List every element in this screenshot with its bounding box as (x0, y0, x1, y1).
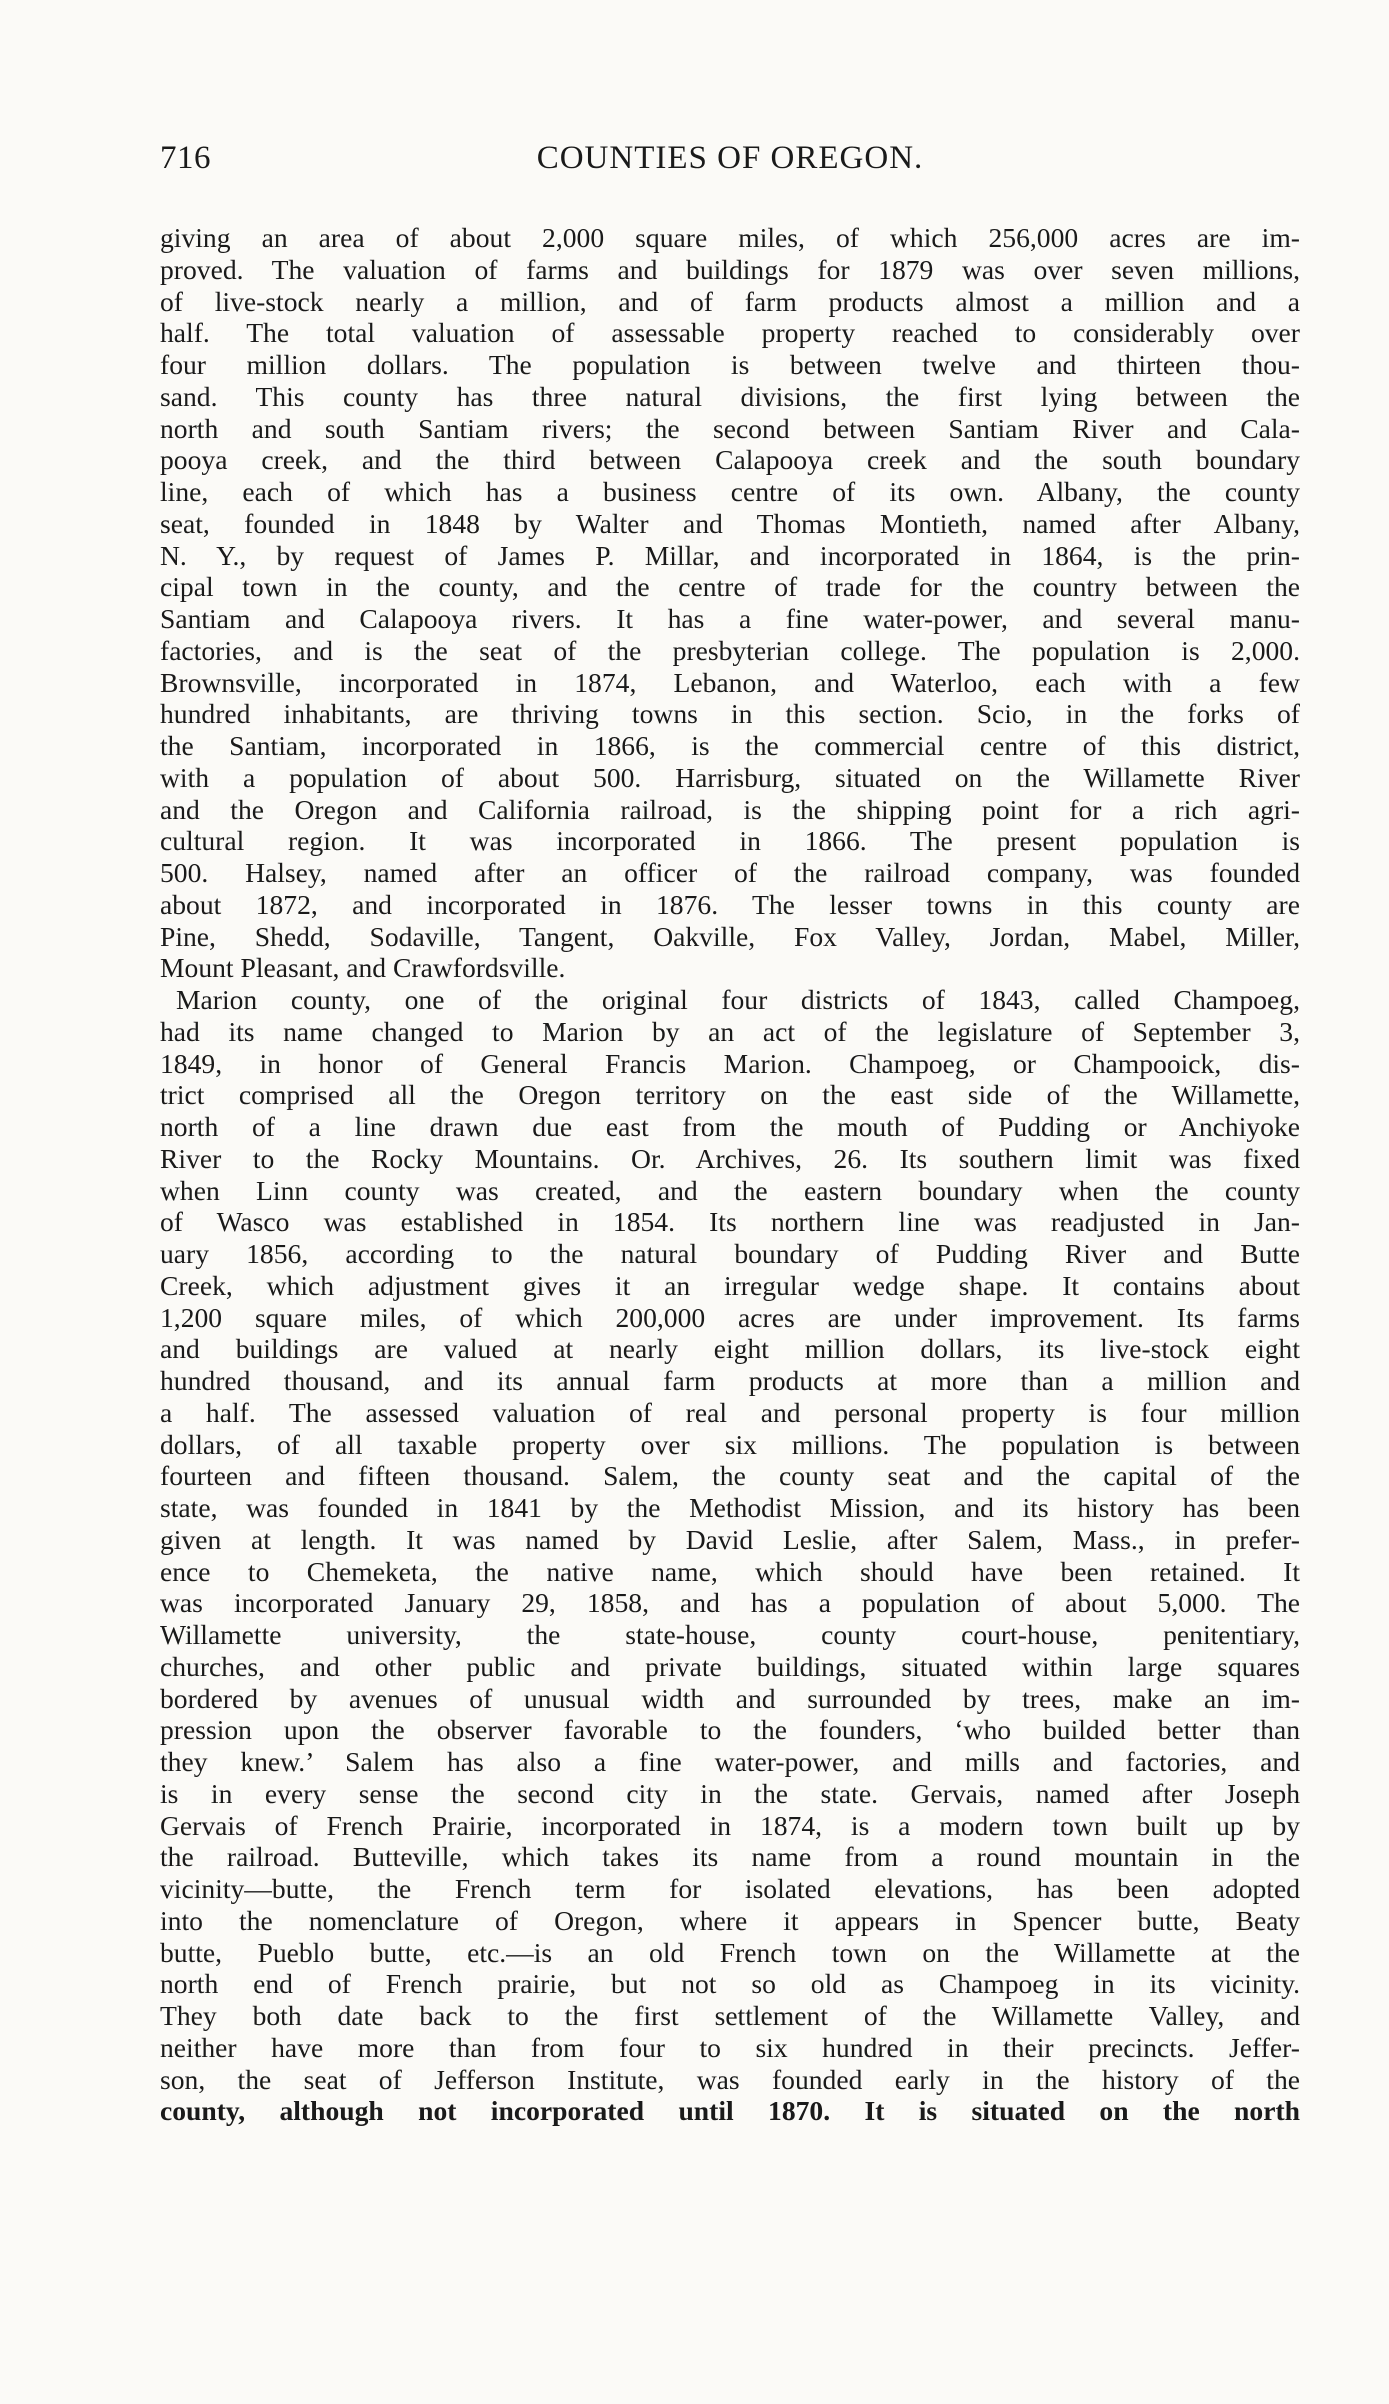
text-line-content: Pine, Shedd, Sodaville, Tangent, Oakville, Fox Valley, Jordan, Mabel, Miller, (160, 920, 1300, 952)
running-title: COUNTIES OF OREGON. (536, 140, 924, 176)
text-line (160, 413, 1300, 445)
text-line (160, 1397, 1300, 1429)
text-line (160, 286, 1300, 318)
text-line (160, 667, 1300, 699)
text-line (160, 1968, 1300, 2000)
page-number: 716 (160, 140, 211, 176)
running-head (160, 140, 1300, 188)
text-line (160, 317, 1300, 349)
text-line-content: butte, Pueblo butte, etc.—is an old French town on the Willamette at the (160, 1936, 1300, 1968)
text-line (160, 1524, 1300, 1556)
text-line-content: about 1872, and incorporated in 1876. The lesser towns in this county are (160, 888, 1300, 920)
text-line (160, 2032, 1300, 2064)
text-line-content: trict comprised all the Oregon territory on the east side of the Willamette, (160, 1079, 1300, 1111)
text-line-content: 1849, in honor of General Francis Marion. Champoeg, or Champooick, dis- (160, 1047, 1300, 1079)
text-line-content: N. Y., by request of James P. Millar, and incorporated in 1864, is the prin- (160, 539, 1300, 571)
text-line (160, 1587, 1300, 1619)
text-line-content: neither have more than from four to six hundred in their precincts. Jeffer- (160, 2031, 1300, 2063)
text-line-content: son, the seat of Jefferson Institute, was founded early in the history of the (160, 2063, 1300, 2095)
text-line-content: pooya creek, and the third between Calapooya creek and the south boundary (160, 444, 1300, 476)
text-line (160, 1619, 1300, 1651)
text-line (160, 1238, 1300, 1270)
text-line-content: state, was founded in 1841 by the Methodist Mission, and its history has been (160, 1492, 1300, 1523)
text-line (160, 730, 1300, 762)
text-line (160, 1429, 1300, 1461)
text-line-content: north end of French prairie, but not so old as Champoeg in its vicinity. (160, 1968, 1300, 2000)
text-line (160, 762, 1300, 794)
text-line-content: and the Oregon and California railroad, is the shipping point for a rich agri- (160, 793, 1300, 825)
text-line (160, 1746, 1300, 1778)
text-line (160, 1714, 1300, 1746)
text-line-content: north and south Santiam rivers; the second between Santiam River and Cala- (160, 412, 1300, 444)
text-line-content: county, although not incorporated until 1870. It is situated on the north (160, 2095, 1300, 2127)
text-line-content: churches, and other public and private buildings, situated within large squares (160, 1650, 1300, 1682)
text-line (160, 1365, 1300, 1397)
text-line-content: north of a line drawn due east from the mouth of Pudding or Anchiyoke (160, 1111, 1300, 1142)
text-line-content: Creek, which adjustment gives it an irregular wedge shape. It contains about (160, 1269, 1300, 1301)
text-line-content: 500. Halsey, named after an officer of the railroad company, was founded (160, 857, 1300, 888)
text-line-content: the railroad. Butteville, which takes its name from a round mountain in the (160, 1841, 1300, 1873)
text-line-content: with a population of about 500. Harrisburg, situated on the Willamette River (160, 761, 1300, 793)
text-line (160, 444, 1300, 476)
text-line (160, 1651, 1300, 1683)
text-line-content: vicinity—butte, the French term for isolated elevations, has been adopted (160, 1873, 1300, 1904)
text-line (160, 952, 1300, 984)
text-line-content: they knew.’ Salem has also a fine water-power, and mills and factories, and (160, 1746, 1300, 1777)
text-line (160, 2095, 1300, 2127)
text-line (160, 921, 1300, 953)
text-line (160, 825, 1300, 857)
text-line-content: giving an area of about 2,000 square miles, of which 256,000 acres are im- (160, 222, 1300, 253)
text-line (160, 571, 1300, 603)
text-line-content: dollars, of all taxable property over six millions. The population is between (160, 1428, 1300, 1460)
text-line (160, 1492, 1300, 1524)
text-line (160, 698, 1300, 730)
text-line-content: Gervais of French Prairie, incorporated in 1874, is a modern town built up by (160, 1809, 1300, 1841)
text-line-content: fourteen and fifteen thousand. Salem, the county seat and the capital of the (160, 1460, 1300, 1492)
text-line (160, 1841, 1300, 1873)
text-line-content: cultural region. It was incorporated in 1866. The present population is (160, 825, 1300, 857)
text-line (160, 1079, 1300, 1111)
text-line-content: Mount Pleasant, and Crawfordsville. (160, 952, 566, 984)
text-line (160, 1048, 1300, 1080)
text-line (160, 794, 1300, 826)
text-line-content: Marion county, one of the original four districts of 1843, called Champoeg, (176, 984, 1300, 1015)
text-line-content: seat, founded in 1848 by Walter and Thomas Montieth, named after Albany, (160, 507, 1300, 539)
text-line-content: hundred thousand, and its annual farm products at more than a million and (160, 1365, 1300, 1396)
text-line-content: Santiam and Calapooya rivers. It has a fine water-power, and several manu- (160, 603, 1300, 634)
text-line (160, 540, 1300, 572)
text-line (160, 1143, 1300, 1175)
text-line-content: ence to Chemeketa, the native name, which should have been retained. It (160, 1555, 1300, 1587)
text-line (160, 889, 1300, 921)
text-line (160, 254, 1300, 286)
text-line-content: half. The total valuation of assessable property reached to considerably over (160, 317, 1300, 349)
text-line-content: River to the Rocky Mountains. Or. Archives, 26. Its southern limit was fixed (160, 1142, 1300, 1174)
text-line-content: Willamette university, the state-house, county court-house, penitentiary, (160, 1619, 1300, 1650)
text-line-content: a half. The assessed valuation of real and personal property is four million (160, 1396, 1300, 1428)
text-line-content: cipal town in the county, and the centre of trade for the country between the (160, 571, 1300, 603)
text-line-content: of Wasco was established in 1854. Its northern line was readjusted in Jan- (160, 1206, 1300, 1238)
text-line-content: Brownsville, incorporated in 1874, Lebanon, and Waterloo, each with a few (160, 666, 1300, 698)
text-line (160, 1873, 1300, 1905)
text-line (160, 476, 1300, 508)
text-line (160, 857, 1300, 889)
text-line (160, 1016, 1300, 1048)
text-line (160, 1175, 1300, 1207)
text-line-content: given at length. It was named by David Leslie, after Salem, Mass., in prefer- (160, 1523, 1300, 1555)
text-line (160, 1778, 1300, 1810)
text-line (160, 222, 1300, 254)
text-line (160, 2064, 1300, 2096)
text-line-content: 1,200 square miles, of which 200,000 acres are under improvement. Its farms (160, 1301, 1300, 1333)
text-line-content: the Santiam, incorporated in 1866, is the commercial centre of this district, (160, 730, 1300, 761)
text-line-content: into the nomenclature of Oregon, where it appears in Spencer butte, Beaty (160, 1904, 1300, 1936)
text-line (160, 1937, 1300, 1969)
text-line (160, 1556, 1300, 1588)
text-line-content: had its name changed to Marion by an act of the legislature of September 3, (160, 1015, 1300, 1047)
text-line-content: and buildings are valued at nearly eight million dollars, its live-stock eight (160, 1333, 1300, 1365)
body-text (160, 222, 1300, 2127)
text-line-content: bordered by avenues of unusual width and surrounded by trees, make an im- (160, 1682, 1300, 1714)
text-line (160, 349, 1300, 381)
text-line (160, 1683, 1300, 1715)
text-line-content: is in every sense the second city in the state. Gervais, named after Joseph (160, 1777, 1300, 1809)
text-line (160, 635, 1300, 667)
text-line-content: hundred inhabitants, are thriving towns in this section. Scio, in the forks of (160, 698, 1300, 730)
text-line-content: was incorporated January 29, 1858, and has a population of about 5,000. The (160, 1587, 1300, 1619)
text-line (160, 2000, 1300, 2032)
text-line (160, 1460, 1300, 1492)
text-line-content: four million dollars. The population is between twelve and thirteen thou- (160, 349, 1300, 380)
text-line (160, 1270, 1300, 1302)
text-line-content: line, each of which has a business centre of its own. Albany, the county (160, 476, 1300, 507)
text-line (160, 1111, 1300, 1143)
text-line-content: They both date back to the first settlement of the Willamette Valley, and (160, 2000, 1300, 2031)
text-line-content: when Linn county was created, and the eastern boundary when the county (160, 1174, 1300, 1206)
text-line (160, 603, 1300, 635)
text-line (160, 381, 1300, 413)
text-line-content: of live-stock nearly a million, and of farm products almost a million and a (160, 285, 1300, 317)
text-line-content: proved. The valuation of farms and buildings for 1879 was over seven millions, (160, 253, 1300, 285)
text-line-content: sand. This county has three natural divisions, the first lying between the (160, 380, 1300, 412)
text-line (160, 1810, 1300, 1842)
text-line-content: uary 1856, according to the natural boundary of Pudding River and Butte (160, 1238, 1300, 1269)
text-line (160, 1206, 1300, 1238)
text-line (160, 1905, 1300, 1937)
text-line-content: pression upon the observer favorable to the founders, ‘who builded better than (160, 1714, 1300, 1746)
text-line (160, 984, 1300, 1016)
text-line-content: factories, and is the seat of the presbyterian college. The population is 2,000. (160, 634, 1300, 666)
text-line (160, 1333, 1300, 1365)
text-line (160, 1302, 1300, 1334)
text-line (160, 508, 1300, 540)
